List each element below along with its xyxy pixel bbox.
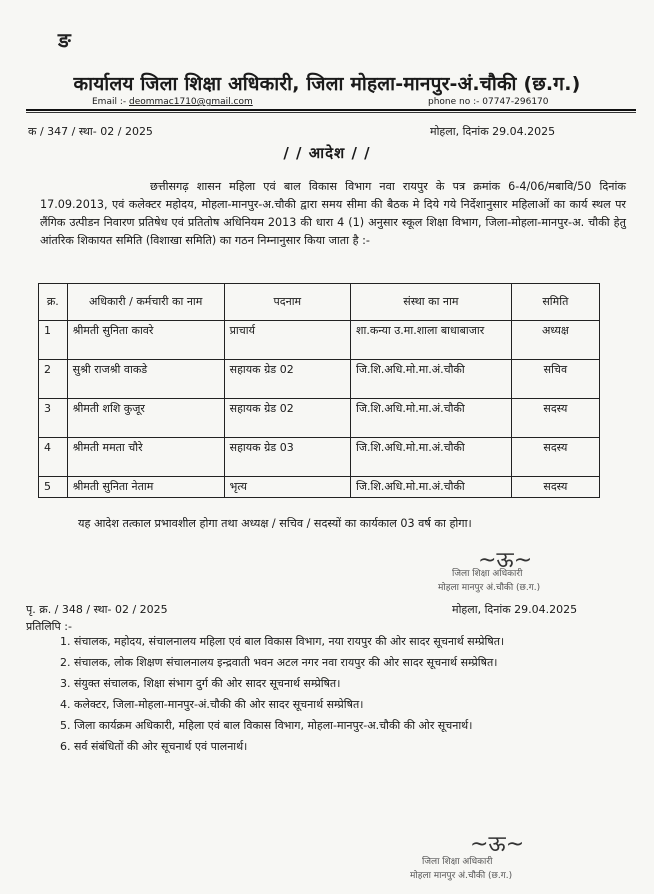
table-row: [39, 399, 600, 438]
header-divider: [26, 109, 636, 111]
signature-mark: ~ऊ~: [470, 832, 525, 857]
cell-role: अध्यक्ष: [511, 321, 599, 360]
cell-role: सदस्य: [511, 477, 599, 498]
copy-place-date: मोहला, दिनांक 29.04.2025: [452, 603, 578, 616]
order-body-paragraph: छत्तीसगढ़ शासन महिला एवं बाल विकास विभाग नवा रायपुर के पत्र क्रमांक 6-4/06/मबावि/50 दिनांक 17.09.2013, एवं कलेक्टर महोदय, मोहला-मानपुर-अ.चौकी द्वारा समय सीमा की बैठक मे दिये गये निर्देशानुसार महिलाओं का कार्य स्थल पर लैंगिक उत्पीडन निवारण प्रतिषेध एवं प्रतितोष अधिनियम 2013 की धारा 4 (1) अनुसार स्कूल शिक्षा विभाग, जिला-मोहला-मानपुर-अ. चौकी हेतु आंतरिक शिकायत समिति (विशाखा समिति) का गठन निम्नानुसार किया जाता है :-: [40, 180, 626, 247]
header-institution: संस्था का नाम: [351, 284, 512, 321]
cell-institution: जि.शि.अधि.मो.मा.अं.चौकी: [351, 360, 512, 399]
cell-designation: सहायक ग्रेड 02: [224, 399, 350, 438]
phone-value: 07747-296170: [482, 97, 549, 107]
cell-institution: जि.शि.अधि.मो.मा.अं.चौकी: [351, 399, 512, 438]
header-serial: क्र.: [39, 284, 68, 321]
cell-institution: जि.शि.अधि.मो.मा.अं.चौकी: [351, 477, 512, 498]
cell-serial: 4: [39, 438, 68, 477]
office-title: कार्यालय जिला शिक्षा अधिकारी, जिला मोहला-मानपुर-अं.चौकी (छ.ग.): [73, 73, 581, 95]
copy-heading: प्रतिलिपि :-: [26, 620, 72, 633]
list-item: 1. संचालक, महोदय, संचालनालय महिला एवं बाल विकास विभाग, नया रायपुर की ओर सादर सूचनार्थ सम्प्रेषित।: [74, 633, 634, 650]
list-item: 4. कलेक्टर, जिला-मोहला-मानपुर-अं.चौकी की ओर सादर सूचनार्थ सम्प्रेषित।: [74, 696, 634, 713]
signatory-office: मोहला मानपुर अं.चौकी (छ.ग.): [438, 583, 541, 593]
order-place-date: मोहला, दिनांक 29.04.2025: [430, 125, 556, 138]
list-item: 2. संचालक, लोक शिक्षण संचालनालय इन्द्रवाती भवन अटल नगर नवा रायपुर की ओर सादर सूचनार्थ सम्प्रेषित।: [74, 654, 634, 671]
signature-mark: ~ऊ~: [478, 548, 533, 573]
cell-designation: भृत्य: [224, 477, 350, 498]
table-row: [39, 477, 600, 498]
signatory-title: जिला शिक्षा अधिकारी: [422, 857, 493, 867]
cell-role: सदस्य: [511, 438, 599, 477]
header-divider-thin: [26, 112, 636, 113]
email-value: deommac1710@gmail.com: [129, 97, 253, 107]
phone-label: phone no :-: [428, 97, 480, 107]
email-line: [92, 97, 253, 107]
cell-name: श्रीमती सुनिता नेताम: [67, 477, 224, 498]
header-designation: पदनाम: [224, 284, 350, 321]
effect-statement: यह आदेश तत्काल प्रभावशील होगा तथा अध्यक्ष / सचिव / सदस्यों का कार्यकाल 03 वर्ष का होगा।: [78, 517, 472, 530]
table-row: [39, 438, 600, 477]
cell-institution: शा.कन्या उ.मा.शाला बाधाबाजार: [351, 321, 512, 360]
order-heading: / / आदेश / /: [283, 144, 371, 162]
cell-name: श्रीमती ममता चौरे: [67, 438, 224, 477]
cell-name: श्रीमती सुनिता कावरे: [67, 321, 224, 360]
email-label: Email :-: [92, 97, 127, 107]
cell-serial: 2: [39, 360, 68, 399]
copy-reference-number: पृ. क्र. / 348 / स्था- 02 / 2025: [26, 603, 168, 616]
phone-line: [428, 97, 549, 107]
list-item: 5. जिला कार्यक्रम अधिकारी, महिला एवं बाल विकास विभाग, मोहला-मानपुर-अ.चौकी की ओर सूचनार्थ।: [74, 717, 634, 734]
committee-table: [38, 283, 600, 498]
header-committee-role: समिति: [511, 284, 599, 321]
cell-name: सुश्री राजश्री वाकडे: [67, 360, 224, 399]
signatory-office: मोहला मानपुर अं.चौकी (छ.ग.): [410, 871, 513, 881]
table-row: [39, 321, 600, 360]
cell-role: सदस्य: [511, 399, 599, 438]
cell-designation: सहायक ग्रेड 03: [224, 438, 350, 477]
cell-role: सचिव: [511, 360, 599, 399]
list-item: 6. सर्व संबंधितों की ओर सूचनार्थ एवं पालनार्थ।: [74, 738, 634, 755]
signatory-title: जिला शिक्षा अधिकारी: [452, 569, 523, 579]
logo-mark: ङ: [58, 28, 71, 52]
cell-serial: 3: [39, 399, 68, 438]
cell-serial: 5: [39, 477, 68, 498]
copy-recipient-list: [52, 629, 634, 755]
cell-designation: सहायक ग्रेड 02: [224, 360, 350, 399]
table-row: [39, 360, 600, 399]
order-reference-number: क / 347 / स्था- 02 / 2025: [28, 125, 153, 138]
list-item: 3. संयुक्त संचालक, शिक्षा संभाग दुर्ग की ओर सादर सूचनार्थ सम्प्रेषित।: [74, 675, 634, 692]
cell-name: श्रीमती शशि कुजूर: [67, 399, 224, 438]
cell-designation: प्राचार्य: [224, 321, 350, 360]
cell-serial: 1: [39, 321, 68, 360]
table-header-row: [39, 284, 600, 321]
cell-institution: जि.शि.अधि.मो.मा.अं.चौकी: [351, 438, 512, 477]
header-officer-name: अधिकारी / कर्मचारी का नाम: [67, 284, 224, 321]
